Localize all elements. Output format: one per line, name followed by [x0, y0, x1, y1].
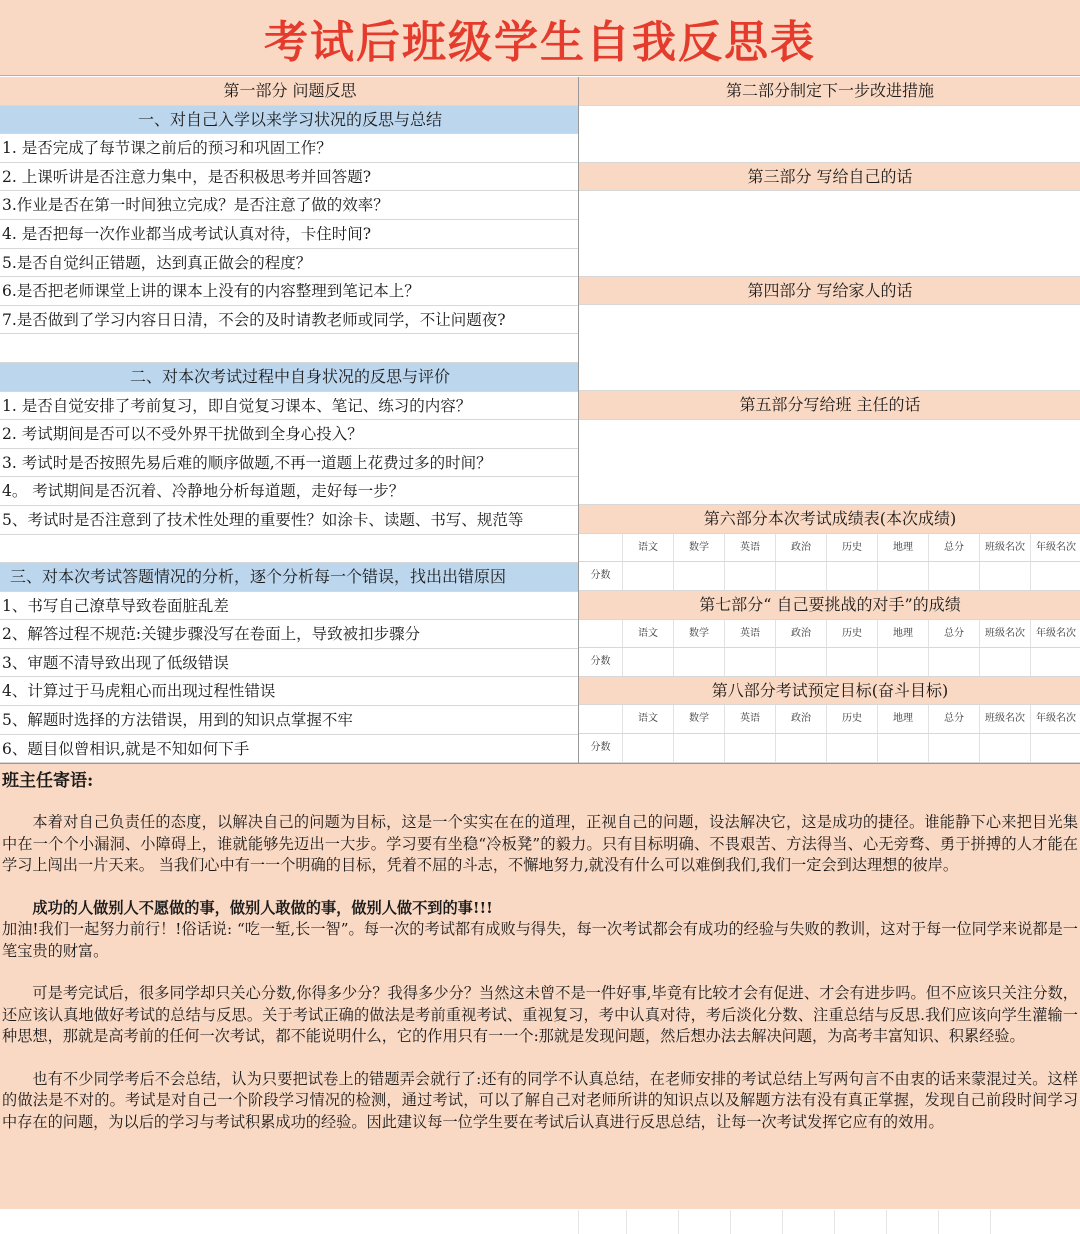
subject-header-row — [579, 705, 1080, 734]
list-item: 6.是否把老师课堂上讲的课本上没有的内容整理到笔记本上？ — [0, 277, 578, 306]
subject-cell: 班级名次 — [979, 705, 1030, 733]
message-paragraph: 加油!我们一起努力前行！!俗话说: “吃一堑,长一智”。每一次的考试都有成败与得失，每一次考试都会有成功的经验与失败的教训，这对于每一位同学来说都是一笔宝贵的财富。 — [2, 920, 1078, 960]
subject-cell: 语文 — [622, 620, 673, 648]
subject-cell: 总分 — [928, 534, 979, 562]
list-item: 6、题目似曾相识,就是不知如何下手 — [0, 735, 578, 764]
score-cell[interactable] — [877, 648, 928, 676]
section2-header: 二、对本次考试过程中自身状况的反思与评价 — [0, 363, 578, 392]
score-cell[interactable] — [775, 734, 826, 762]
subject-cell: 历史 — [826, 534, 877, 562]
list-item: 2. 考试期间是否可以不受外界干扰做到全身心投入？ — [0, 420, 578, 449]
message-paragraph: 本着对自己负责任的态度，以解决自己的问题为目标，这是一个实实在在的道理，正视自己的问题，设法解决它，这是成功的捷径。谁能静下心来把目光集中在一个个小漏洞、小障碍上，谁就能够先迈出一大步。学习要有坐稳“冷板凳”的毅力。只有目标明确、不畏艰苦、方法得当、心无旁骛、勇于拼搏的人才能在学习上闯出一片天来。 当我们心中有一一个明确的目标，凭着不屈的斗志，不懈地努力,就没有什么可以难倒我们,我们一定会到达理想的彼岸。 — [2, 813, 1078, 874]
list-item: 5.是否自觉纠正错题，达到真正做会的程度？ — [0, 249, 578, 278]
part5-header: 第五部分写给班 主任的话 — [579, 391, 1080, 420]
section3-header: 三、对本次考试答题情况的分析，逐个分析每一个错误，找出出错原因 — [0, 563, 578, 592]
score-cell[interactable] — [826, 562, 877, 590]
list-item: 2、解答过程不规范:关键步骤没写在卷面上，导致被扣步骤分 — [0, 620, 578, 649]
part2-header: 第二部分制定下一步改进措施 — [579, 77, 1080, 106]
right-column — [578, 77, 1080, 763]
score-row — [579, 734, 1080, 763]
score-cell[interactable] — [622, 562, 673, 590]
subject-cell: 历史 — [826, 620, 877, 648]
subject-cell: 总分 — [928, 705, 979, 733]
teacher-message-box — [0, 763, 1080, 1209]
subject-cell: 数学 — [673, 534, 724, 562]
list-item: 3、审题不清导致出现了低级错误 — [0, 649, 578, 678]
score-row — [579, 648, 1080, 677]
part2-writing-area[interactable] — [579, 106, 1080, 163]
score-label: 分数 — [590, 741, 611, 753]
score-label: 分数 — [590, 656, 611, 668]
list-item: 5、考试时是否注意到了技术性处理的重要性？如涂卡、读题、书写、规范等 — [0, 506, 578, 535]
list-item: 1. 是否完成了每节课之前后的预习和巩固工作？ — [0, 134, 578, 163]
section1-header: 一、对自己入学以来学习状况的反思与总结 — [0, 106, 578, 135]
list-item: 3. 考试时是否按照先易后难的顺序做题,不再一道题上花费过多的时间？ — [0, 449, 578, 478]
subject-header-row — [579, 534, 1080, 563]
subject-cell: 总分 — [928, 620, 979, 648]
subject-cell: 地理 — [877, 620, 928, 648]
score-cell[interactable] — [673, 648, 724, 676]
score-label: 分数 — [590, 570, 611, 582]
score-cell[interactable] — [1030, 648, 1080, 676]
subject-cell: 政治 — [775, 705, 826, 733]
part7-header: 第七部分“ 自己要挑战的对手”的成绩 — [579, 591, 1080, 620]
blank-row — [0, 535, 578, 564]
subject-cell: 地理 — [877, 534, 928, 562]
subject-cell: 班级名次 — [979, 534, 1030, 562]
score-cell[interactable] — [673, 734, 724, 762]
subject-cell: 语文 — [622, 705, 673, 733]
score-cell[interactable] — [724, 648, 775, 676]
message-paragraph: 也有不少同学考后不会总结，认为只要把试卷上的错题弄会就行了:还有的同学不认真总结，在老师安排的考试总结上写两句言不由衷的话来蒙混过关。这样的做法是不对的。考试是对自己一个阶段学习情况的检测，通过考试，可以了解自己对老师所讲的知识点以及解题方法有没有真正掌握，发现自己前段时间学习中存在的问题，为以后的学习与考试积累成功的经验。因此建议每一位学生要在考试后认真进行反思总结，让每一次考试发挥它应有的效用。 — [2, 1069, 1078, 1131]
score-cell[interactable] — [775, 562, 826, 590]
message-paragraph: 成功的人做别人不愿做的事，做别人敢做的事，做别人做不到的事!!! — [32, 898, 493, 917]
page-title: 考试后班级学生自我反思表 — [0, 0, 1080, 76]
score-cell[interactable] — [928, 734, 979, 762]
empty-cell — [579, 620, 622, 648]
score-cell[interactable] — [673, 562, 724, 590]
subject-cell: 年级名次 — [1030, 620, 1080, 648]
subject-cell: 班级名次 — [979, 620, 1030, 648]
score-cell[interactable] — [724, 562, 775, 590]
score-cell[interactable] — [622, 734, 673, 762]
part1-column — [0, 77, 578, 763]
score-cell[interactable] — [979, 734, 1030, 762]
subject-cell: 英语 — [724, 620, 775, 648]
score-cell[interactable] — [979, 562, 1030, 590]
score-cell[interactable] — [877, 562, 928, 590]
teacher-message-heading: 班主任寄语: — [2, 771, 94, 791]
list-item: 3.作业是否在第一时间独立完成？是否注意了做的效率？ — [0, 191, 578, 220]
subject-cell: 年级名次 — [1030, 534, 1080, 562]
footer-grid — [0, 1210, 1080, 1234]
score-row — [579, 562, 1080, 591]
list-item: 4。 考试期间是否沉着、冷静地分析每道题，走好每一步？ — [0, 477, 578, 506]
subject-cell: 政治 — [775, 534, 826, 562]
list-item: 2. 上课听讲是否注意力集中，是否积极思考并回答题? — [0, 163, 578, 192]
score-cell[interactable] — [724, 734, 775, 762]
part8-header: 第八部分考试预定目标(奋斗目标) — [579, 677, 1080, 706]
subject-cell: 数学 — [673, 705, 724, 733]
list-item: 1、书写自己潦草导致卷面脏乱差 — [0, 592, 578, 621]
score-cell[interactable] — [877, 734, 928, 762]
score-cell[interactable] — [826, 734, 877, 762]
part1-header: 第一部分 问题反思 — [0, 77, 578, 106]
subject-cell: 政治 — [775, 620, 826, 648]
empty-cell — [579, 705, 622, 733]
message-paragraph: 可是考完试后，很多同学却只关心分数,你得多少分？我得多少分？当然这未曾不是一件好事,毕竟有比较才会有促进、才会有进步吗。但不应该只关注分数，还应该认真地做好考试的总结与反思。关于考试正确的做法是考前重视考试、重视复习，考中认真对待，考后淡化分数、注重总结与反思.我们应该向学生灌输一种思想，那就是高考前的任何一次考试，都不能说明什么，它的作用只有一一个:那就是发现问题，然后想办法去解决问题，为高考丰富知识、积累经验。 — [2, 984, 1078, 1045]
score-cell[interactable] — [826, 648, 877, 676]
score-cell[interactable] — [928, 648, 979, 676]
list-item: 1. 是否自觉安排了考前复习，即自觉复习课本、笔记、练习的内容？ — [0, 392, 578, 421]
subject-header-row — [579, 620, 1080, 649]
score-cell[interactable] — [928, 562, 979, 590]
subject-cell: 年级名次 — [1030, 705, 1080, 733]
part5-writing-area[interactable] — [579, 420, 1080, 506]
subject-cell: 数学 — [673, 620, 724, 648]
score-cell[interactable] — [979, 648, 1030, 676]
score-cell[interactable] — [775, 648, 826, 676]
part3-writing-area[interactable] — [579, 191, 1080, 277]
part6-header: 第六部分本次考试成绩表(本次成绩) — [579, 505, 1080, 534]
part4-writing-area[interactable] — [579, 305, 1080, 391]
subject-cell: 英语 — [724, 705, 775, 733]
score-cell[interactable] — [622, 648, 673, 676]
subject-cell: 英语 — [724, 534, 775, 562]
subject-cell: 语文 — [622, 534, 673, 562]
list-item: 5、解题时选择的方法错误，用到的知识点掌握不牢 — [0, 706, 578, 735]
list-item: 4. 是否把每一次作业都当成考试认真对待，卡住时间? — [0, 220, 578, 249]
blank-row — [0, 334, 578, 363]
list-item: 7.是否做到了学习内容日日清，不会的及时请教老师或同学，不让问题夜? — [0, 306, 578, 335]
part4-header: 第四部分 写给家人的话 — [579, 277, 1080, 306]
subject-cell: 地理 — [877, 705, 928, 733]
score-cell[interactable] — [1030, 734, 1080, 762]
score-cell[interactable] — [1030, 562, 1080, 590]
list-item: 4、计算过于马虎粗心而出现过程性错误 — [0, 677, 578, 706]
empty-cell — [579, 534, 622, 562]
part3-header: 第三部分 写给自己的话 — [579, 163, 1080, 192]
subject-cell: 历史 — [826, 705, 877, 733]
